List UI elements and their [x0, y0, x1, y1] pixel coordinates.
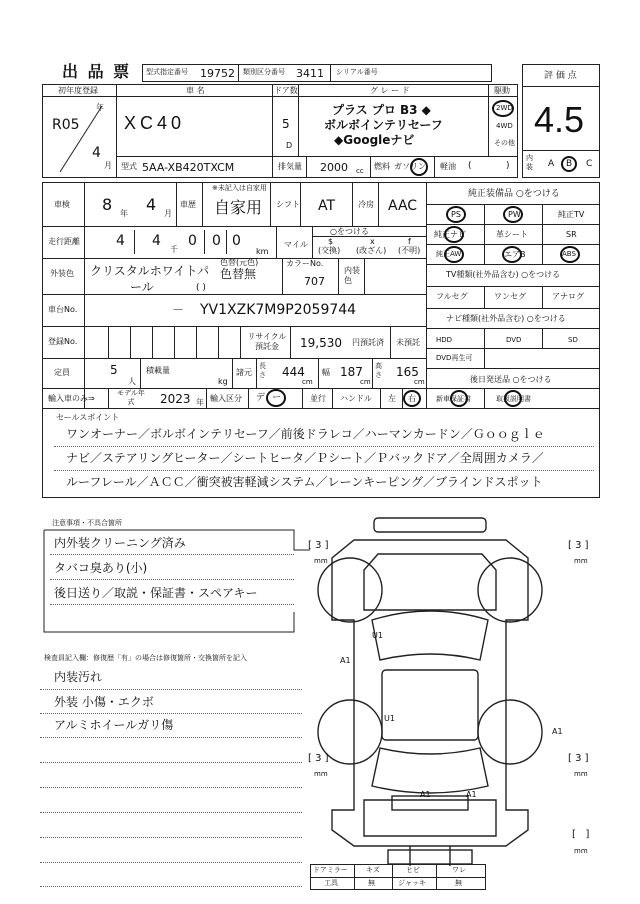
color-no-label: カラーNo.	[286, 259, 324, 268]
model-year-label: モデル年式	[117, 389, 145, 406]
inspector-line-1: 内装汚れ	[54, 670, 103, 684]
meter-swap-b[interactable]: (交換)	[318, 246, 341, 255]
sales-point-label: セールスポイント	[56, 413, 120, 422]
capacity-label: 定員	[54, 368, 70, 377]
width-cm: cm	[360, 378, 371, 386]
tread-rr: [ 3 ]	[568, 753, 589, 764]
meter-unknown-a[interactable]: f	[408, 237, 411, 246]
chassis-value: YV1XZK7M9P2059744	[200, 302, 357, 318]
sales-line-2: ナビ／ステアリングヒーター／シートヒータ／Ｐシート／Ｐバックドア／全周囲カメラ／	[66, 451, 544, 465]
equip-navi[interactable]: 純正ナビ	[434, 230, 466, 239]
oil-paren-end: )	[506, 161, 510, 171]
history-value: 自家用	[214, 198, 263, 217]
recycle-unit: 円預託済	[352, 338, 384, 347]
later-warranty[interactable]: 新車保証書	[436, 395, 471, 403]
mileage-digit-5: 0	[232, 233, 241, 249]
grade-line-1: プラス プロ B3 ◆	[332, 103, 431, 117]
first-reg-month-mark: 月	[104, 161, 112, 170]
later-manual-circle	[504, 390, 522, 407]
color-change-label: 色替(元色)	[220, 258, 259, 267]
equipment-title: 純正装備品 ○をつける	[468, 189, 560, 199]
chassis-dash: －	[172, 303, 185, 317]
mileage-digit-3: 0	[188, 233, 197, 249]
tread-rr-unit: mm	[574, 770, 588, 778]
equip-aw-circle	[444, 246, 464, 263]
sales-line-3: ルーフレール／ＡＣＣ／衝突被害軽減システム／レーンキーピング／ブラインドスポット	[66, 475, 543, 489]
handle-right-circle	[403, 390, 421, 407]
mileage-digit-1: 4	[116, 233, 125, 249]
shift-label: シフト	[276, 200, 300, 209]
color-no-value: 707	[304, 275, 325, 288]
damage-mark-a1-rear-wheel: A1	[552, 727, 563, 736]
load-label: 積載量	[146, 366, 170, 375]
tv-analog[interactable]: アナログ	[552, 292, 584, 301]
meter-alter-a[interactable]: x	[370, 237, 375, 246]
type-value: 5AA-XB420TXCM	[142, 161, 235, 174]
tread-fl-unit: mm	[314, 557, 328, 565]
inspector-line-3: アルミホイールガリ傷	[54, 718, 174, 732]
first-reg-year-mark: 年	[96, 103, 104, 112]
equip-ps[interactable]: PS	[451, 210, 461, 219]
navi-title: ナビ種類(社外品含む) ○をつける	[446, 314, 566, 323]
equip-navi-circle	[444, 226, 464, 243]
damage-mark-a1-left: A1	[340, 656, 351, 665]
mileage-km: km	[256, 247, 269, 256]
damage-mark-a1-bumper-l: A1	[420, 790, 431, 799]
tv-fullseg[interactable]: フルセグ	[436, 292, 468, 301]
capacity-value: 5	[110, 363, 118, 377]
equip-abs[interactable]: ABS	[562, 250, 576, 258]
color-change-value: 色替無	[220, 267, 257, 281]
tread-rl: [ 3 ]	[308, 753, 329, 764]
mileage-thousand: 千	[170, 245, 178, 254]
inspector-label: 検査員記入欄：修復歴「有」の場合は修復箇所・交換箇所を記入	[44, 654, 247, 662]
equip-sr[interactable]: SR	[566, 230, 577, 239]
mileage-digit-2: 4	[152, 233, 161, 249]
ac-value: AAC	[388, 198, 418, 214]
tread-fr: [ 3 ]	[568, 540, 589, 551]
ac-label: 冷房	[358, 200, 374, 209]
drive-label: 駆動	[494, 86, 510, 95]
import-dealer-circle	[266, 389, 286, 407]
mile-label: マイル	[284, 240, 308, 249]
width-label: 幅	[322, 368, 330, 377]
import-label: 輸入車のみ⇒	[48, 394, 95, 403]
color-value-2: ール	[130, 280, 154, 294]
drive-4wd[interactable]: 4WD	[496, 122, 513, 130]
color-label: 外装色	[50, 269, 74, 278]
shift-value: AT	[318, 198, 336, 214]
handle-label: ハンドル	[340, 394, 372, 403]
serial-label: シリアル番号	[336, 68, 378, 76]
doors-label: ドア数	[274, 86, 298, 95]
tv-title: TV種類(社外品含む) ○をつける	[446, 270, 561, 279]
footer-jack-label: ジャッキ	[398, 879, 426, 887]
equip-tv[interactable]: 純正TV	[558, 210, 585, 219]
meter-alter-b[interactable]: (改ざん)	[356, 246, 387, 255]
mileage-digit-4: 0	[212, 233, 221, 249]
mileage-label: 走行距離	[48, 237, 80, 246]
tv-oneseg[interactable]: ワンセグ	[494, 292, 526, 301]
note-line-1: 内外装クリーニング済み	[54, 536, 186, 550]
capacity-unit: 人	[128, 377, 136, 386]
len-label: 長さ	[259, 362, 266, 379]
equip-pw-circle	[503, 206, 523, 223]
first-reg-era: R05	[52, 117, 80, 133]
note-line-3: 後日送り／取説・保証書・スペアキー	[54, 586, 258, 600]
drive-other[interactable]: その他	[494, 139, 515, 147]
model-year-unit: 年	[196, 398, 204, 407]
oil-paren: (	[468, 161, 472, 171]
model-year-value: 2023	[160, 392, 191, 406]
grade-label: グ レ ー ド	[370, 86, 410, 95]
inspector-line-2: 外装 小傷・エクボ	[54, 695, 154, 709]
footer-scratch-label: キズ	[366, 866, 380, 874]
footer-tools-value: 無	[368, 879, 375, 887]
history-note: ※未記入は自家用	[212, 184, 267, 192]
note-line-2: タバコ臭あり(小)	[54, 561, 148, 575]
interior-label: 内装	[526, 154, 533, 171]
score-value: 4.5	[534, 99, 585, 140]
recycle-not: 未預託	[396, 338, 420, 347]
interior-b[interactable]: B	[566, 159, 573, 169]
tread-fr-unit: mm	[574, 557, 588, 565]
interior-a[interactable]: A	[548, 159, 555, 169]
drive-2wd[interactable]: 2WD	[496, 104, 513, 112]
insp-month-unit: 月	[164, 209, 172, 218]
history-label: 車歴	[180, 200, 196, 209]
model-cert-value: 19752	[200, 67, 235, 80]
equip-abs-circle	[560, 246, 580, 263]
first-reg-label: 初年度登録	[58, 86, 98, 95]
len-cm: cm	[302, 378, 313, 386]
width-value: 187	[340, 365, 363, 379]
later-manual[interactable]: 取扱説明書	[496, 395, 531, 403]
first-reg-slash	[56, 100, 106, 176]
grade-line-2: ボルボインテリセーフ	[324, 118, 443, 132]
import-dash[interactable]: ー	[272, 393, 282, 403]
load-unit: kg	[218, 377, 228, 386]
fuel-gasoline[interactable]: ガソリン	[394, 162, 426, 171]
import-div-label: 輸入区分	[210, 394, 242, 403]
tread-fl: [ 3 ]	[308, 540, 329, 551]
form-title: 出 品 票	[62, 62, 132, 81]
equip-airbag-circle	[502, 246, 522, 263]
later-title: 後日発送品 ○をつける	[470, 375, 552, 384]
recycle-label: リサイクル預託金	[247, 332, 287, 351]
chassis-label: 車台No.	[48, 305, 78, 314]
insp-year-unit: 年	[120, 209, 128, 218]
damage-mark-a1-bumper-r: A1	[466, 790, 477, 799]
later-warranty-circle	[450, 390, 468, 407]
meter-unknown-b[interactable]: (不明)	[398, 246, 421, 255]
tread-rl-unit: mm	[314, 770, 328, 778]
car-name-value: XC40	[124, 113, 186, 133]
drive-2wd-circle	[492, 100, 514, 117]
doors-sub: D	[286, 141, 293, 150]
import-parallel[interactable]: 並行	[310, 394, 326, 403]
eval-label: 評 価 点	[544, 71, 577, 81]
car-diagram	[300, 510, 600, 880]
navi-dvd-play[interactable]: DVD再生可	[436, 354, 473, 362]
notes-label: 注意事項・不具合箇所	[52, 519, 122, 527]
handle-right[interactable]: 右	[408, 394, 416, 403]
dim-label: 諸元	[236, 368, 252, 377]
tread-spare: [ ]	[572, 829, 590, 840]
meter-swap-a[interactable]: $	[328, 237, 334, 246]
height-cm: cm	[414, 378, 425, 386]
handle-left[interactable]: 左	[388, 394, 396, 403]
sales-line-1: ワンオーナー／ボルボインテリセーフ／前後ドラレコ／ハーマンカードン／Ｇｏｏｇｌｅ	[66, 427, 545, 441]
equip-ps-circle	[446, 206, 466, 223]
interior-b-circle	[561, 156, 577, 172]
regno-label: 登録No.	[48, 337, 78, 346]
fuel-circle	[410, 158, 428, 176]
footer-mirror-label: ドアミラー	[313, 866, 348, 874]
interior-c[interactable]: C	[586, 159, 593, 169]
len-value: 444	[282, 365, 305, 379]
navi-dvd[interactable]: DVD	[506, 336, 522, 344]
footer-break-label: ワレ	[452, 866, 466, 874]
inspection-label: 車検	[54, 200, 70, 209]
damage-mark-u1-rear: U1	[384, 714, 395, 723]
fuel-label: 燃料	[374, 162, 390, 171]
navi-sd[interactable]: SD	[568, 336, 578, 344]
import-dealer[interactable]: デ	[256, 393, 266, 403]
equip-leather[interactable]: 革シート	[496, 230, 528, 239]
disp-unit: cc	[356, 167, 364, 175]
equip-pw[interactable]: PW	[508, 210, 521, 219]
int-color-label: 内装色	[344, 266, 360, 285]
tread-spare-unit: mm	[574, 847, 588, 855]
disp-label: 排気量	[278, 162, 302, 171]
insp-year: 8	[102, 195, 113, 214]
equip-aw[interactable]: 純正AW	[436, 250, 462, 258]
doors-value: 5	[282, 117, 290, 131]
class-value: 3411	[296, 67, 324, 80]
navi-hdd[interactable]: HDD	[436, 336, 453, 344]
type-label: 型式	[121, 162, 137, 171]
color-value-1: クリスタルホワイトパ	[90, 264, 210, 278]
footer-jack-value: 無	[455, 879, 462, 887]
color-change-paren: ( )	[196, 283, 206, 293]
car-name-label: 車 名	[186, 86, 205, 95]
recycle-value: 19,530	[300, 336, 342, 350]
insp-month: 4	[146, 195, 157, 214]
footer-crack-label: ヒビ	[406, 866, 420, 874]
equip-airbag[interactable]: エアB	[504, 250, 526, 259]
first-reg-month: 4	[92, 145, 101, 161]
model-cert-label: 型式指定番号	[146, 68, 188, 76]
class-label: 類別区分番号	[243, 68, 285, 76]
damage-mark-u1-roof: U1	[372, 631, 383, 640]
oil-label: 軽油	[440, 162, 456, 171]
disp-value: 2000	[320, 161, 348, 174]
height-value: 165	[396, 365, 419, 379]
height-label: 高さ	[375, 362, 382, 379]
grade-line-3: ◆Googleナビ	[334, 133, 415, 147]
footer-tools-label: 工具	[324, 879, 338, 887]
meter-mark-instruction: ○をつける	[330, 227, 369, 236]
